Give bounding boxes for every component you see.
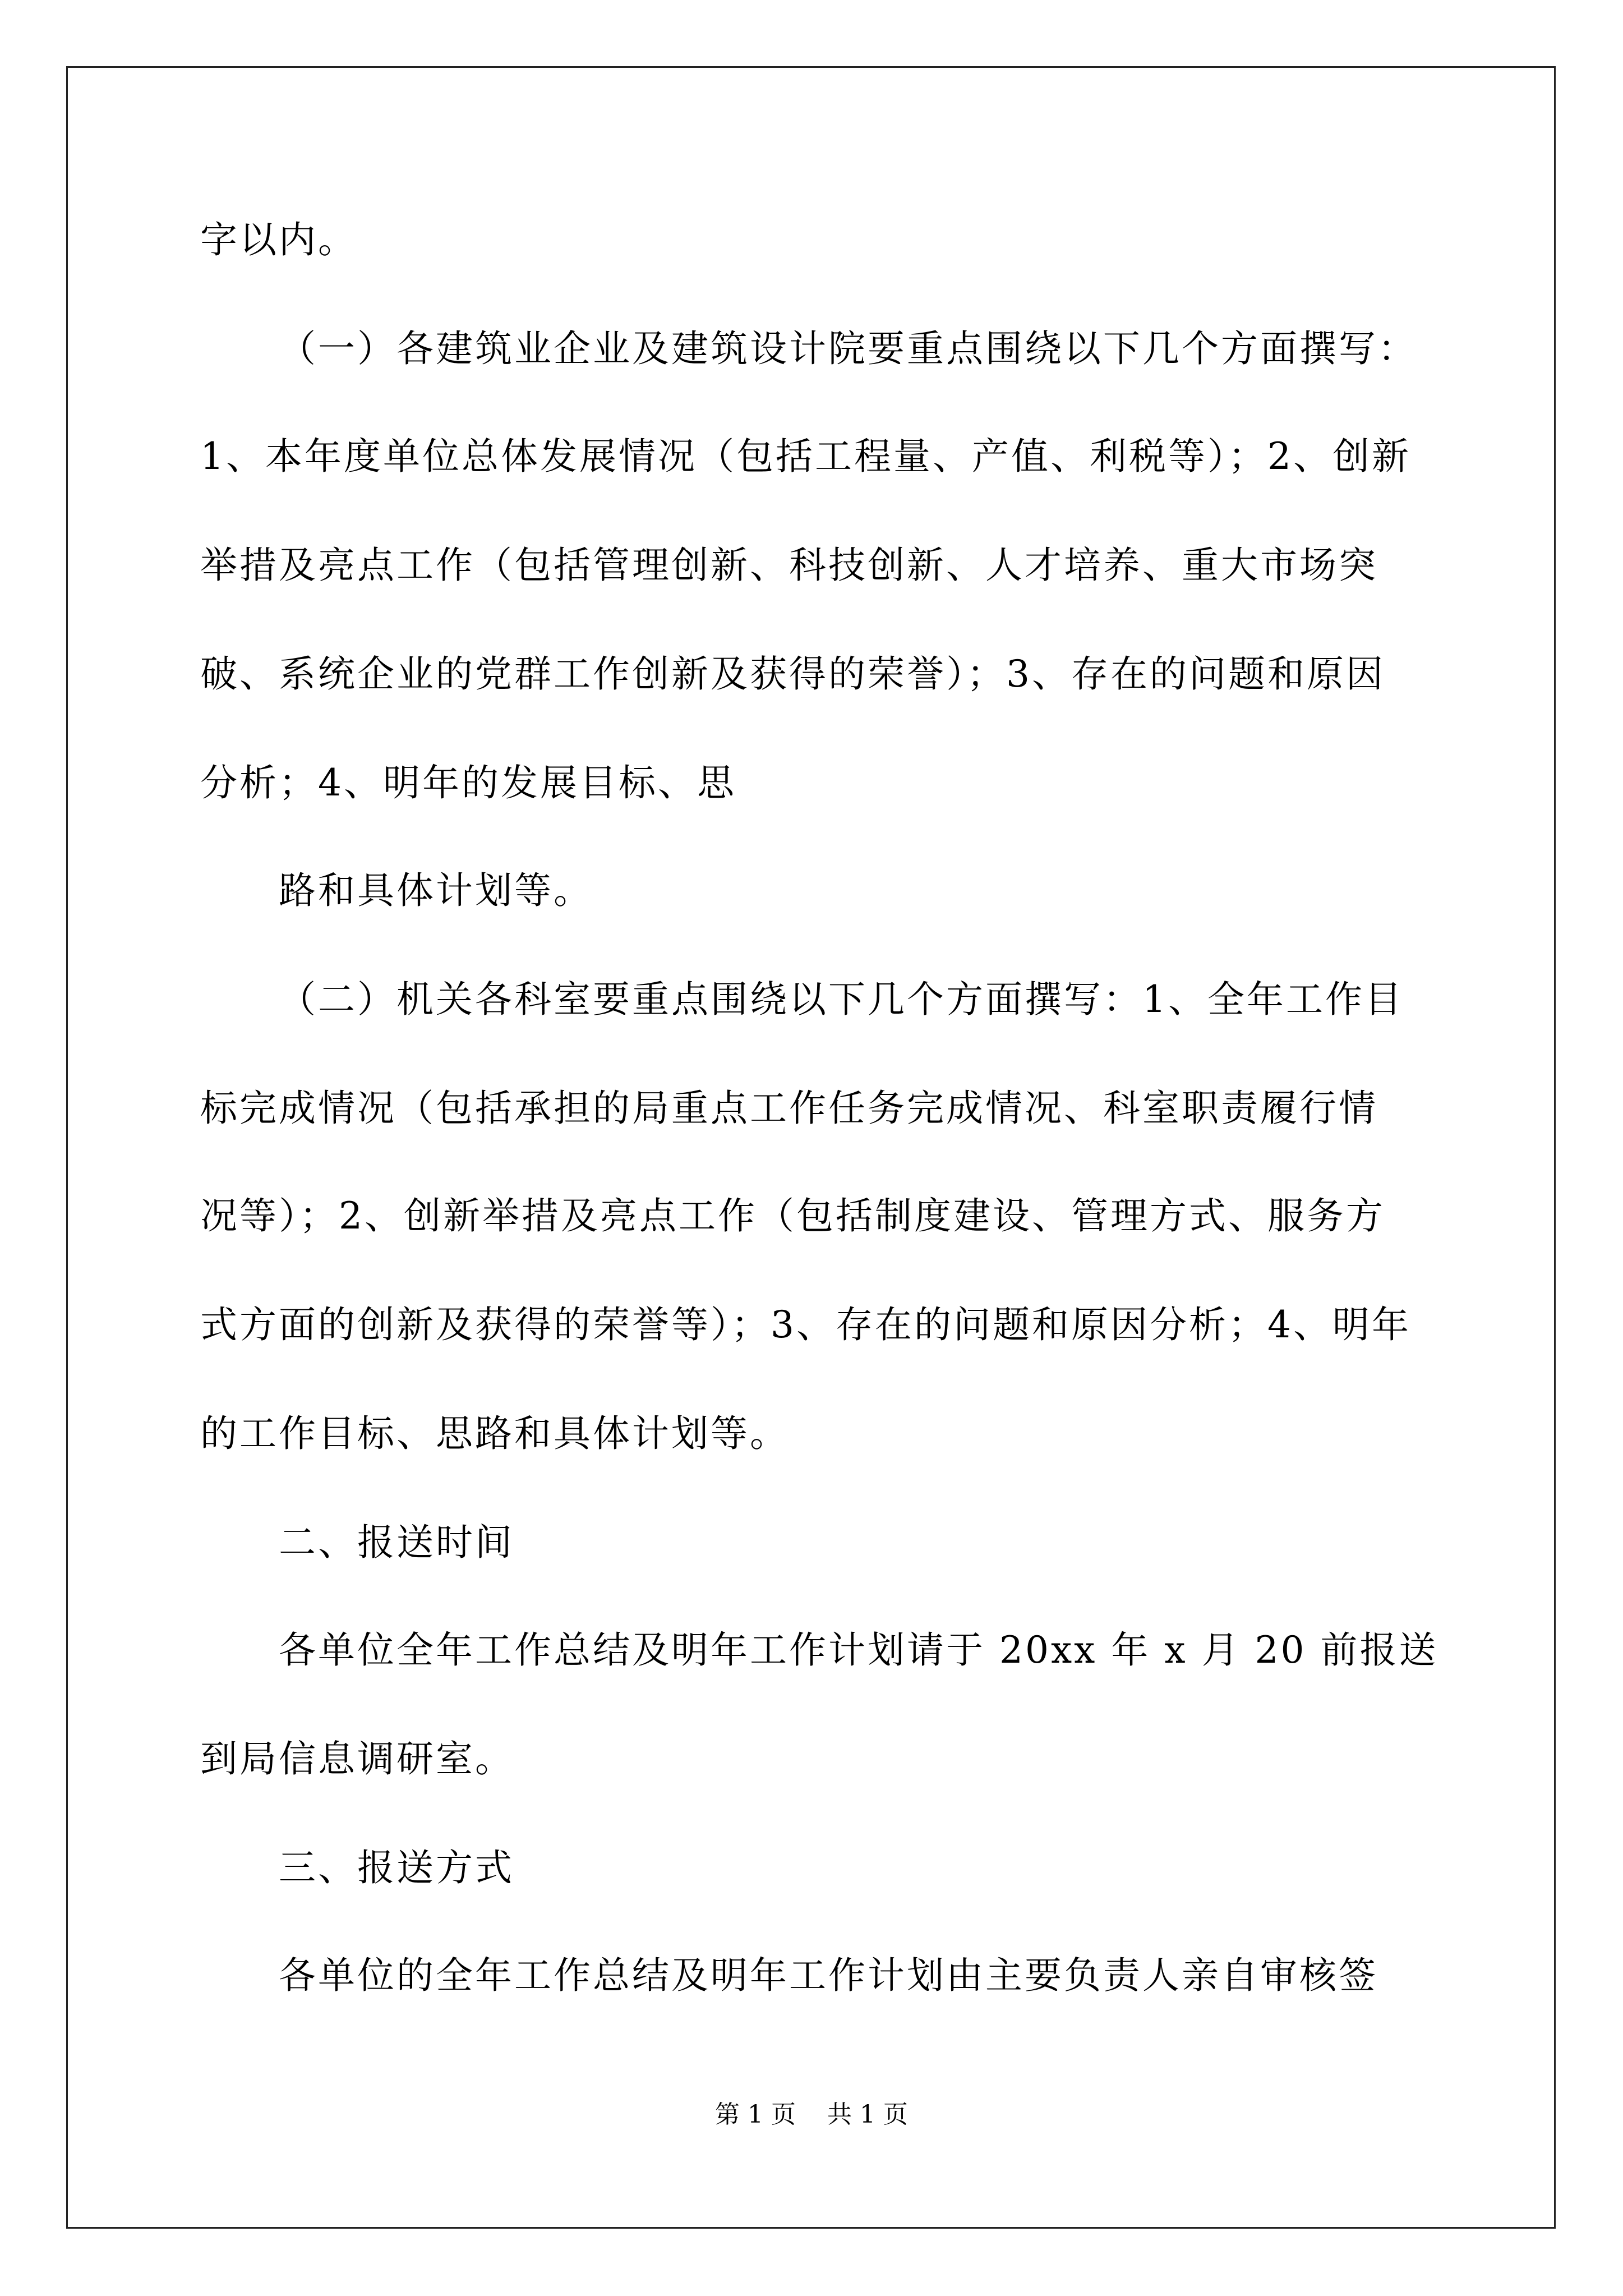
text-line: 各单位的全年工作总结及明年工作计划由主要负责人亲自审核签	[279, 1954, 1378, 1997]
section-heading-submission-method: 三、报送方式	[279, 1846, 514, 1889]
text-line: 各单位全年工作总结及明年工作计划请于 20xx 年 x 月 20 前报送	[279, 1628, 1438, 1672]
text-line: 况等）；2、创新举措及亮点工作（包括制度建设、管理方式、服务方	[200, 1194, 1385, 1237]
text-line: 分析；4、明年的发展目标、思	[200, 761, 736, 804]
text-line: 字以内。	[200, 218, 357, 261]
section-heading-submission-time: 二、报送时间	[279, 1521, 514, 1564]
text-line: 路和具体计划等。	[279, 869, 593, 912]
text-line: 破、系统企业的党群工作创新及获得的荣誉）；3、存在的问题和原因	[200, 652, 1385, 696]
text-line: 1、本年度单位总体发展情况（包括工程量、产值、利税等）；2、创新	[200, 435, 1411, 478]
section-paragraph-2: （二）机关各科室要重点围绕以下几个方面撰写：1、全年工作目	[279, 978, 1404, 1021]
page-footer: 第 1 页 共 1 页	[715, 2100, 908, 2129]
text-line: 举措及亮点工作（包括管理创新、科技创新、人才培养、重大市场突	[200, 544, 1378, 587]
text-line: 的工作目标、思路和具体计划等。	[200, 1412, 789, 1455]
text-line: 式方面的创新及获得的荣誉等）；3、存在的问题和原因分析；4、明年	[200, 1303, 1411, 1346]
text-line: 到局信息调研室。	[200, 1737, 514, 1780]
page-border	[66, 66, 1556, 2229]
text-line: 标完成情况（包括承担的局重点工作任务完成情况、科室职责履行情	[200, 1087, 1378, 1130]
section-paragraph-1: （一）各建筑业企业及建筑设计院要重点围绕以下几个方面撰写：	[279, 327, 1417, 370]
